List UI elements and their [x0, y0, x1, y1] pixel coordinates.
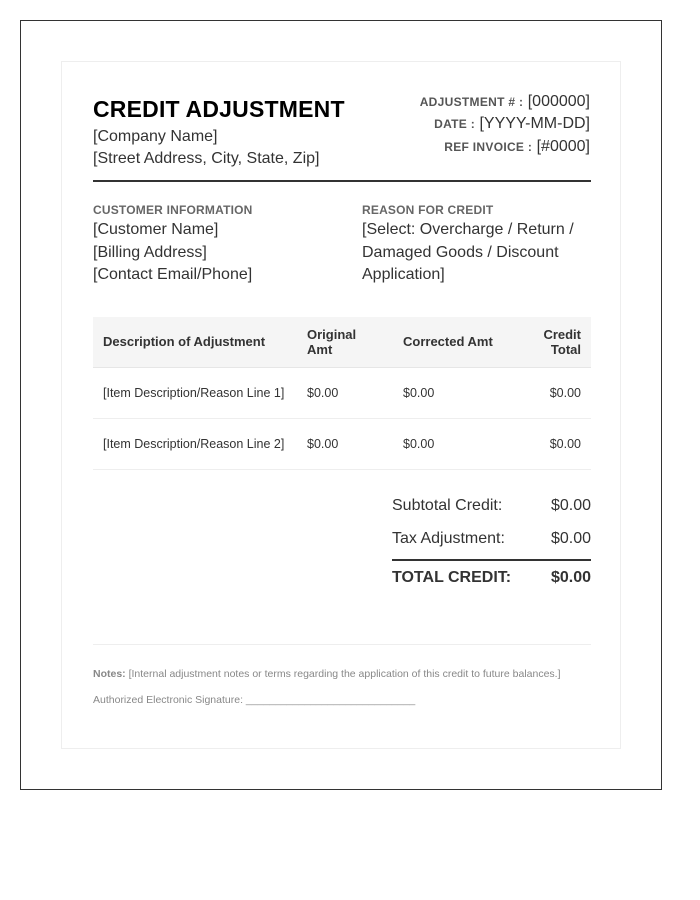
- header-corrected-amt: Corrected Amt: [393, 317, 503, 367]
- signature: [93, 694, 415, 706]
- adjustment-table: [93, 317, 591, 470]
- reason-label: REASON FOR CREDIT: [362, 203, 494, 217]
- footer-divider: [93, 644, 591, 645]
- row-corrected-amt: $0.00: [393, 418, 503, 469]
- adjustment-number-value: [000000]: [527, 93, 590, 110]
- tax-value: $0.00: [550, 530, 591, 547]
- table-row: [93, 418, 591, 469]
- subtotal-label: Subtotal Credit:: [392, 497, 503, 514]
- signature-blank: _____________________________: [245, 694, 416, 706]
- document-title: CREDIT ADJUSTMENT: [93, 96, 345, 122]
- table-header-row: [93, 317, 591, 367]
- row-original-amt: $0.00: [297, 367, 393, 418]
- notes-label: Notes:: [93, 668, 126, 680]
- date-value: [YYYY-MM-DD]: [479, 115, 590, 132]
- date-label: DATE :: [434, 117, 476, 131]
- header-description: Description of Adjustment: [93, 317, 297, 367]
- customer-info: [93, 219, 333, 287]
- totals-divider: [392, 559, 591, 561]
- notes: [93, 668, 591, 680]
- signature-label: Authorized Electronic Signature:: [93, 694, 243, 706]
- ref-invoice-label: REF INVOICE :: [444, 140, 533, 154]
- total-credit-value: $0.00: [550, 569, 591, 586]
- header-divider: [93, 180, 591, 182]
- document-frame: [20, 20, 662, 790]
- adjustment-date: [434, 115, 590, 133]
- row-credit-total: $0.00: [503, 367, 591, 418]
- header-credit-total: Credit Total: [503, 317, 591, 367]
- tax-label: Tax Adjustment:: [392, 530, 505, 547]
- row-original-amt: $0.00: [297, 418, 393, 469]
- row-description: [Item Description/Reason Line 1]: [93, 367, 297, 418]
- reason-text: [Select: Overcharge / Return / Damaged Goods / Discount Application]: [362, 221, 574, 283]
- table-row: [93, 367, 591, 418]
- row-corrected-amt: $0.00: [393, 367, 503, 418]
- customer-info-label: CUSTOMER INFORMATION: [93, 203, 253, 217]
- header-original-amt: Original Amt: [297, 317, 393, 367]
- billing-address: [Billing Address]: [93, 243, 207, 261]
- notes-text: [Internal adjustment notes or terms regarding the application of this credit to future balances.]: [128, 668, 561, 680]
- contact-info: [Contact Email/Phone]: [93, 266, 253, 283]
- ref-invoice: [444, 138, 590, 156]
- adjustment-number: [420, 93, 590, 111]
- customer-name: [Customer Name]: [93, 221, 219, 238]
- credit-adjustment-sheet: [61, 61, 621, 749]
- company-name: [Company Name]: [93, 128, 218, 145]
- row-description: [Item Description/Reason Line 2]: [93, 418, 297, 469]
- company-address: [Street Address, City, State, Zip]: [93, 150, 320, 167]
- row-credit-total: $0.00: [503, 418, 591, 469]
- total-credit-label: TOTAL CREDIT:: [392, 569, 512, 586]
- ref-invoice-value: [#0000]: [536, 138, 590, 155]
- subtotal-value: $0.00: [550, 497, 591, 514]
- adjustment-number-label: ADJUSTMENT # :: [419, 95, 524, 109]
